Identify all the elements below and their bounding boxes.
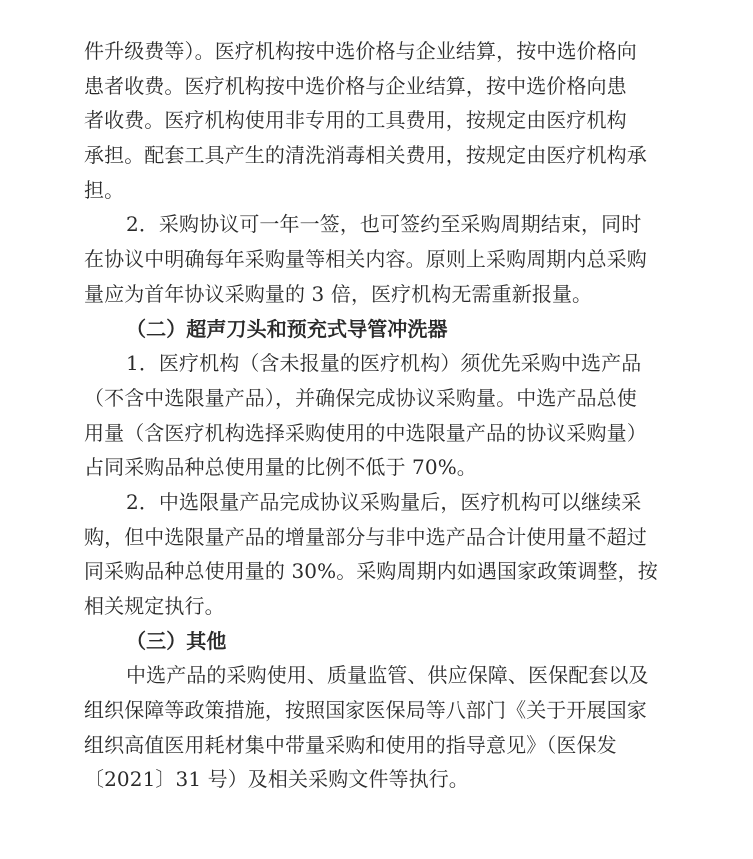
text-line: 中选产品的采购使用、质量监管、供应保障、医保配套以及 bbox=[126, 663, 649, 688]
text-line: 组织高值医用耗材集中带量采购和使用的指导意见》（医保发 bbox=[84, 732, 617, 757]
text-line: 患者收费。医疗机构按中选价格与企业结算，按中选价格向患 bbox=[84, 73, 627, 98]
text-line: 相关规定执行。 bbox=[84, 594, 225, 618]
section-heading: （三）其他 bbox=[126, 628, 227, 653]
text-line: 担。 bbox=[84, 177, 125, 202]
text-line: 同采购品种总使用量的 30%。采购周期内如遇国家政策调整，按 bbox=[84, 559, 658, 584]
section-heading: （二）超声刀头和预充式导管冲洗器 bbox=[126, 316, 448, 341]
text-line: （不含中选限量产品），并确保完成协议采购量。中选产品总使 bbox=[84, 385, 637, 410]
text-line: 者收费。医疗机构使用非专用的工具费用，按规定由医疗机构 bbox=[84, 108, 627, 133]
text-line: 在协议中明确每年采购量等相关内容。原则上采购周期内总采购 bbox=[84, 247, 647, 272]
text-line: 承担。配套工具产生的清洗消毒相关费用，按规定由医疗机构承 bbox=[84, 143, 647, 168]
text-line: 2．中选限量产品完成协议采购量后，医疗机构可以继续采 bbox=[126, 489, 642, 514]
text-line: 占同采购品种总使用量的比例不低于 70%。 bbox=[84, 455, 477, 480]
text-line: 购，但中选限量产品的增量部分与非中选产品合计使用量不超过 bbox=[84, 524, 647, 549]
text-line: 用量（含医疗机构选择采购使用的中选限量产品的协议采购量） bbox=[84, 420, 647, 445]
text-line: 〔2021〕31 号）及相关采购文件等执行。 bbox=[84, 767, 469, 792]
text-line: 件升级费等）。医疗机构按中选价格与企业结算，按中选价格向 bbox=[84, 39, 637, 63]
text-line: 量应为首年协议采购量的 3 倍，医疗机构无需重新报量。 bbox=[84, 281, 593, 306]
text-line: 组织保障等政策措施，按照国家医保局等八部门《关于开展国家 bbox=[84, 698, 647, 723]
text-line: 2．采购协议可一年一签，也可签约至采购周期结束，同时 bbox=[126, 212, 642, 237]
document-body bbox=[84, 34, 667, 797]
text-line: 1．医疗机构（含未报量的医疗机构）须优先采购中选产品 bbox=[126, 351, 642, 376]
